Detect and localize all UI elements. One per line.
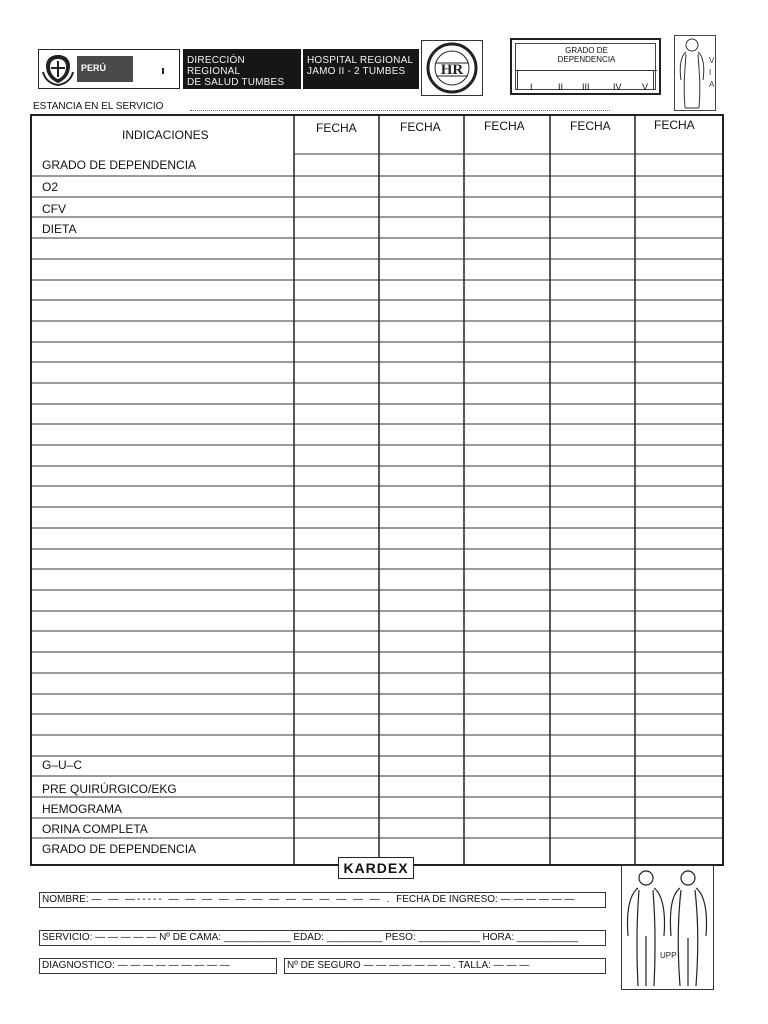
via-letter-v: V <box>709 56 715 65</box>
country-badge: PERÚ <box>77 56 133 82</box>
grado-level-2: II <box>558 82 564 92</box>
body-diagram-icon <box>622 866 713 989</box>
table-grid-lines <box>32 116 722 864</box>
coat-of-arms-icon <box>41 52 75 86</box>
estancia-fill-line <box>190 110 610 111</box>
blank-line: — — —----- — — — — — — — — — — — — — . <box>91 894 397 905</box>
blank-line: ___________ <box>516 932 579 943</box>
mark <box>162 68 164 74</box>
diagnostico-label: DIAGNOSTICO: <box>42 960 115 971</box>
servicio-label: SERVICIO: <box>42 932 93 943</box>
date-header-4: FECHA <box>570 119 611 133</box>
row-label: GRADO DE DEPENDENCIA <box>42 842 197 856</box>
seguro-label: Nº DE SEGURO <box>287 960 361 971</box>
row-label: CFV <box>42 202 66 216</box>
date-header-5: FECHA <box>654 118 695 132</box>
dependency-grade-inner <box>515 43 656 90</box>
grado-tick <box>517 70 518 90</box>
peso-label: PESO: <box>385 932 416 943</box>
grado-title-line-2: DEPENDENCIA <box>557 55 616 64</box>
directorate-line-1: DIRECCIÓN REGIONAL <box>187 55 245 77</box>
kardex-title: KARDEX <box>338 857 414 879</box>
fecha-ingreso-label: FECHA DE INGRESO: <box>396 894 498 905</box>
row-label: GRADO DE DEPENDENCIA <box>42 158 197 172</box>
insurance-row <box>284 958 606 974</box>
blank-line: ____________ <box>223 932 291 943</box>
patient-name-row <box>39 892 606 908</box>
grado-level-5: V <box>642 82 649 92</box>
grado-title-line-1: GRADO DE <box>565 46 608 55</box>
hospital-seal-icon <box>422 41 482 95</box>
date-header-3: FECHA <box>484 119 525 133</box>
grado-scale-line <box>516 70 657 71</box>
dependency-grade-title <box>516 46 657 64</box>
indicaciones-header: INDICACIONES <box>122 128 209 142</box>
hospital-line-1: HOSPITAL REGIONAL <box>307 55 414 66</box>
nombre-label: NOMBRE: <box>42 894 89 905</box>
talla-label: TALLA: <box>458 960 491 971</box>
via-letter-a: A <box>709 80 715 89</box>
row-label: PRE QUIRÚRGICO/EKG <box>42 782 177 796</box>
grado-level-4: IV <box>613 82 622 92</box>
blank-line: — — — — — <box>95 932 160 943</box>
pressure-ulcer-figure-box <box>621 865 714 990</box>
grado-tick <box>653 70 654 90</box>
dependency-grade-box <box>510 38 661 95</box>
row-label: O2 <box>42 180 59 194</box>
blank-line: — — — — — — <box>500 894 575 905</box>
row-label: ORINA COMPLETA <box>42 822 148 836</box>
date-header-1: FECHA <box>316 121 357 135</box>
blank-line: __________ <box>326 932 383 943</box>
peru-emblem-box <box>38 49 180 89</box>
blank-line: ___________ <box>418 932 480 943</box>
hora-label: HORA: <box>482 932 515 943</box>
directorate-line-2: DE SALUD TUMBES <box>187 77 285 88</box>
indications-table <box>30 114 724 866</box>
blank-line: — — — — — — — . <box>363 960 459 971</box>
hospital-line-2: JAMO II - 2 TUMBES <box>307 66 406 77</box>
hospital-seal <box>421 40 483 96</box>
grado-level-3: III <box>582 82 590 92</box>
upp-label: UPP <box>660 951 677 960</box>
service-row <box>39 930 606 946</box>
row-label: G–U–C <box>42 758 83 772</box>
blank-line: — — — <box>493 960 530 971</box>
date-header-2: FECHA <box>400 120 441 134</box>
cama-label: Nº DE CAMA: <box>159 932 222 943</box>
via-letter-i: I <box>709 68 712 77</box>
blank-line: — — — — — — — — — <box>117 960 230 971</box>
row-label: HEMOGRAMA <box>42 802 123 816</box>
diagnosis-row <box>39 958 277 974</box>
grado-level-1: I <box>530 82 533 92</box>
regional-directorate-box <box>183 49 301 89</box>
svg-text:HR: HR <box>440 62 464 78</box>
hospital-name-box <box>303 49 419 89</box>
edad-label: EDAD: <box>293 932 324 943</box>
estancia-label: ESTANCIA EN EL SERVICIO <box>33 101 164 112</box>
row-label: DIETA <box>42 222 77 236</box>
